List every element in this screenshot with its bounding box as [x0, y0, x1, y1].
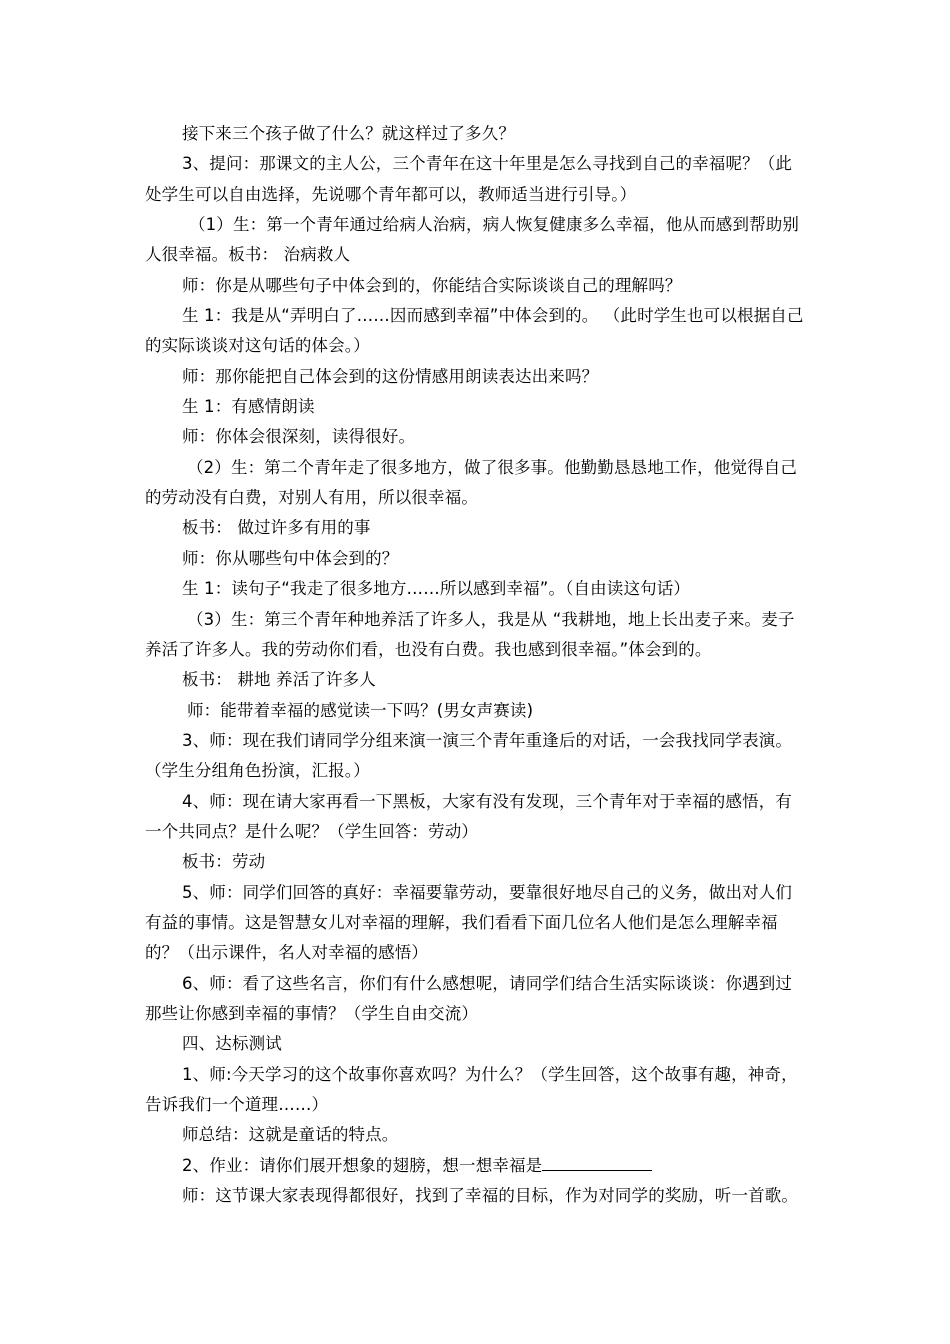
- paragraph-11: 师：你从哪些句中体会到的？: [182, 548, 399, 568]
- paragraph-13: （3）生：第三个青年种地养活了许多人，我是从 “我耕地，地上长出麦子来。麦子养活了许多人。我的劳动你们看，也没有白费。我也感到很幸福。”体会到的。: [145, 609, 795, 659]
- paragraph-2: 3、提问：那课文的主人公，三个青年在这十年里是怎么寻找到自己的幸福呢？（此处学生可以自由选择，先说哪个青年都可以，教师适当进行引导。）: [145, 154, 793, 204]
- paragraph-20: 6、师：看了这些名言，你们有什么感想呢，请同学们结合生活实际谈谈：你遇到过那些让你感到幸福的事情？（学生自由交流）: [145, 973, 793, 1023]
- paragraph-22: 1、师:今天学习的这个故事你喜欢吗？为什么？（学生回答，这个故事有趣，神奇，告诉我们一个道理……）: [145, 1064, 798, 1114]
- homework-prompt: 2、作业：请你们展开想象的翅膀，想一想幸福是: [182, 1155, 543, 1175]
- paragraph-9: （2）生：第二个青年走了很多地方，做了很多事。他勤勤恳恳地工作，他觉得自己的劳动没有白费，对别人有用，所以很幸福。: [145, 457, 798, 508]
- paragraph-16: 3、师：现在我们请同学分组来演一演三个青年重逢后的对话，一会我找同学表演。（学生分组角色扮演，汇报。）: [145, 730, 793, 781]
- paragraph-12: 生 1：读句子“我走了很多地方……所以感到幸福”。（自由读这句话）: [182, 579, 691, 599]
- document-body: [145, 119, 805, 1211]
- paragraph-25: 师：这节课大家表现得都很好，找到了幸福的目标，作为对同学的奖励，听一首歌。: [182, 1186, 799, 1206]
- paragraph-15: 师：能带着幸福的感觉读一下吗？(男女声赛读): [187, 700, 534, 720]
- paragraph-14: 板书： 耕地 养活了许多人: [182, 670, 376, 690]
- paragraph-24: [145, 1151, 805, 1181]
- section-heading: 四、达标测试: [182, 1034, 282, 1054]
- paragraph-4: 师：你是从哪些句子中体会到的，你能结合实际谈谈自己的理解吗？: [182, 275, 682, 295]
- paragraph-5: 生 1：我是从“弄明白了……因而感到幸福”中体会到的。 （此时学生也可以根据自己的实际谈谈对这句话的体会。）: [145, 306, 804, 356]
- answer-blank-line: [542, 1153, 652, 1171]
- paragraph-8: 师：你体会很深刻，读得很好。: [182, 427, 416, 447]
- paragraph-23: 师总结：这就是童话的特点。: [182, 1125, 399, 1145]
- paragraph-18: 板书：劳动: [182, 852, 266, 872]
- paragraph-10: 板书： 做过许多有用的事: [182, 518, 371, 538]
- paragraph-17: 4、师：现在请大家再看一下黑板，大家有没有发现，三个青年对于幸福的感悟，有一个共同点？是什么呢？（学生回答：劳动）: [145, 791, 793, 841]
- paragraph-3: （1）生：第一个青年通过给病人治病，病人恢复健康多么幸福，他从而感到帮助别人很幸福。板书： 治病救人: [145, 215, 800, 265]
- paragraph-7: 生 1：有感情朗读: [182, 397, 315, 417]
- paragraph-19: 5、师：同学们回答的真好：幸福要靠劳动，要靠很好地尽自己的义务，做出对人们有益的事情。这是智慧女儿对幸福的理解，我们看看下面几位名人他们是怎么理解幸福的？（出示课件，名人对幸福的感悟）: [145, 882, 793, 963]
- paragraph-1: 接下来三个孩子做了什么？就这样过了多久？: [182, 124, 515, 143]
- paragraph-6: 师：那你能把自己体会到的这份情感用朗读表达出来吗？: [182, 366, 599, 386]
